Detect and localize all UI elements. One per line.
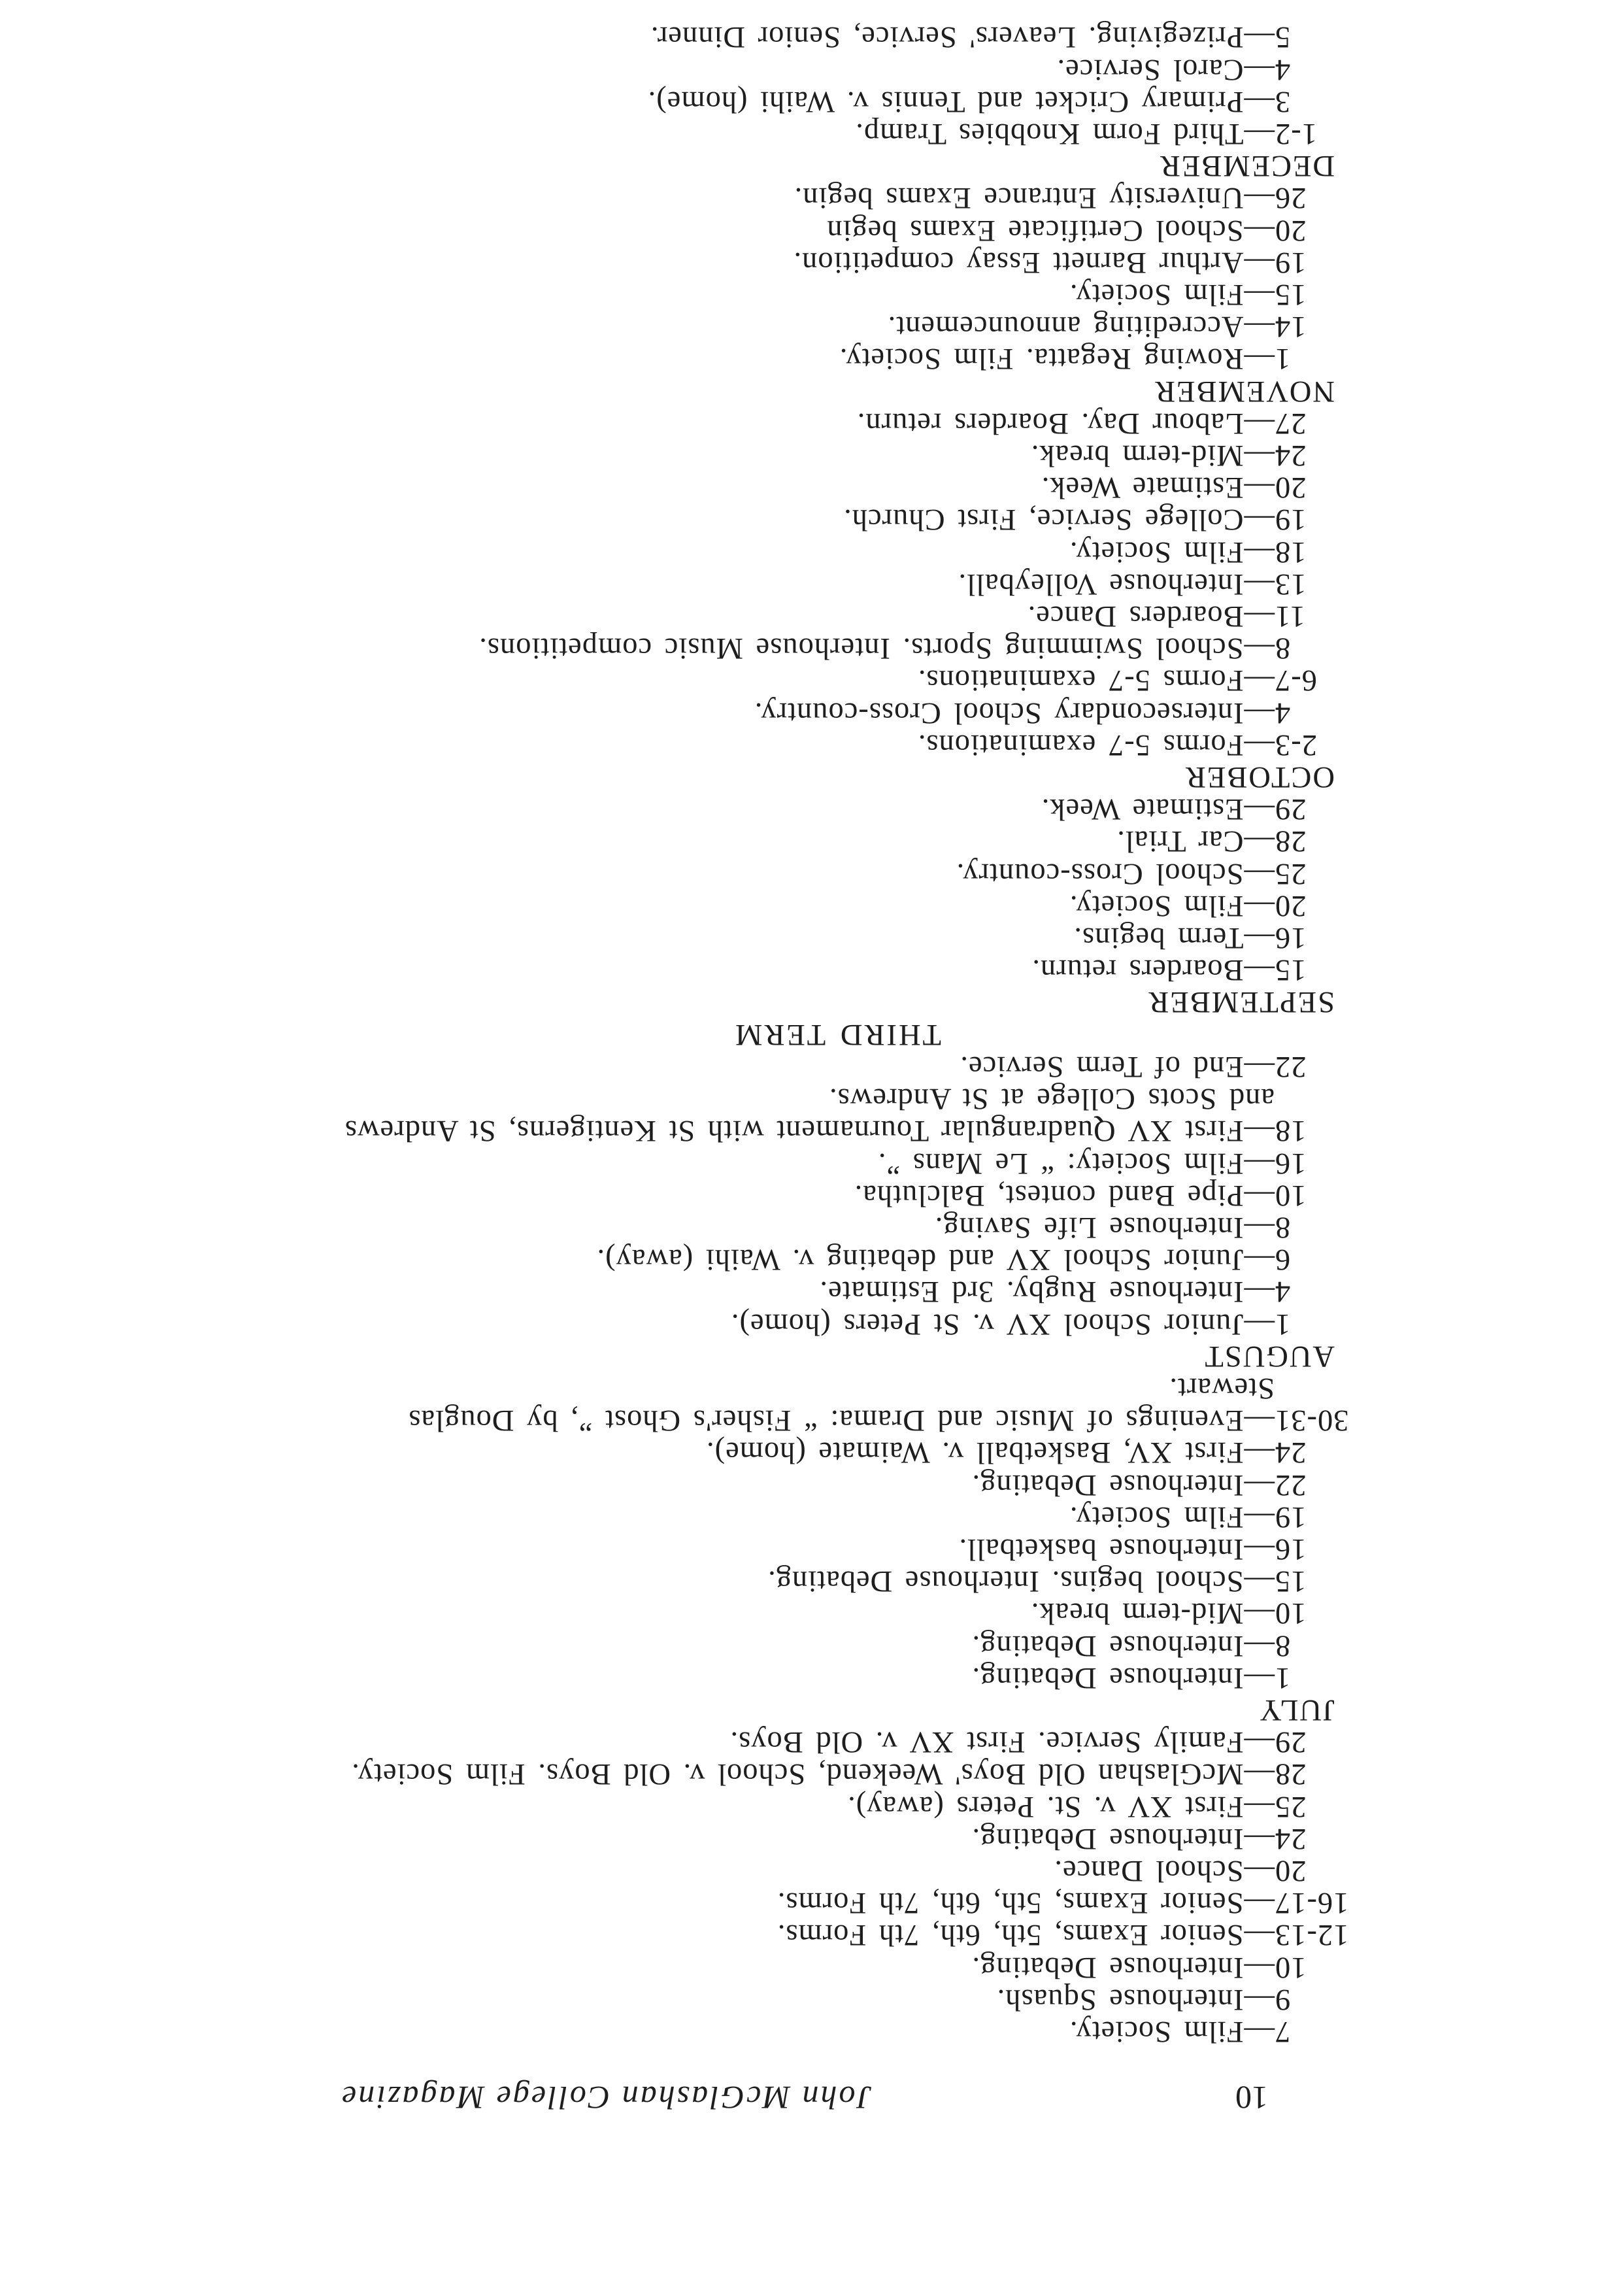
calendar-entry: 15 — Boarders return.	[157, 954, 1458, 986]
entry-date: 4	[1275, 1275, 1291, 1309]
entry-date: 24	[1275, 1821, 1307, 1855]
entry-date: 28	[1275, 1757, 1307, 1791]
calendar-entry: 1 — Interhouse Debating.	[157, 1662, 1458, 1694]
calendar-entry: 8 — Interhouse Life Saving.	[157, 1211, 1458, 1243]
calendar-entry: 16 — Interhouse basketball.	[157, 1533, 1458, 1565]
entry-text: Senior Exams, 5th, 6th, 7th Forms.	[777, 1918, 1244, 1952]
entry-text: Interhouse Debating.	[971, 1661, 1244, 1695]
calendar-entry: 12-13 — Senior Exams, 5th, 6th, 7th Forms.	[157, 1919, 1458, 1951]
calendar-entry: 22 — End of Term Service.	[157, 1051, 1458, 1083]
magazine-title: John McGlashan College Magazine	[340, 2080, 872, 2116]
calendar-entry: 18 — Film Society.	[157, 535, 1458, 567]
entry-date: 10	[1275, 1950, 1307, 1984]
entry-text: Boarders Dance.	[1027, 599, 1244, 633]
entry-text: Family Service. First XV v. Old Boys.	[729, 1725, 1244, 1759]
calendar-entry: 19 — College Service, First Church.	[157, 503, 1458, 535]
entry-date: 8	[1275, 1629, 1291, 1663]
entry-date: 25	[1275, 1789, 1307, 1823]
entry-date: 22	[1275, 1049, 1307, 1083]
calendar-entry: 10 — Mid-term break.	[157, 1597, 1458, 1629]
entry-text: McGlashan Old Boys' Weekend, School v. Old Boys. Film Society.	[351, 1757, 1244, 1791]
entry-date: 13	[1275, 567, 1307, 601]
calendar-entry: 1 — Rowing Regatta. Film Society.	[157, 343, 1458, 375]
entry-date: 12-13	[1275, 1918, 1349, 1952]
calendar-entry: 24 — Mid-term break.	[157, 439, 1458, 471]
calendar-entry: 4 — Carol Service.	[157, 53, 1458, 85]
entry-date: 15	[1275, 278, 1307, 312]
calendar-entry: 1 — Junior School XV v. St Peters (home).	[157, 1308, 1458, 1340]
entry-text: School begins. Interhouse Debating.	[767, 1564, 1244, 1598]
entry-date: 10	[1275, 1178, 1307, 1212]
calendar-entry: 29 — Estimate Week.	[157, 793, 1458, 825]
entry-text: Arthur Barnett Essay competition.	[793, 245, 1244, 279]
month-heading-december: DECEMBER	[1158, 149, 1335, 183]
entry-text: Interhouse Debating.	[971, 1629, 1244, 1663]
calendar-entry: 16 — Term begins.	[157, 922, 1458, 954]
entry-date: 18	[1275, 535, 1307, 569]
entry-date: 16-17	[1275, 1886, 1349, 1920]
entry-text: First XV Quadrangular Tournament with St Kentigerns, St Andrews	[344, 1114, 1244, 1148]
calendar-entry: 1-2 — Third Form Knobbies Tramp.	[157, 118, 1458, 150]
calendar-entry: 5 — Prizegiving. Leavers' Service, Senior Dinner.	[157, 21, 1458, 53]
calendar-entry: 8 — School Swimming Sports. Interhouse Music competitions.	[157, 632, 1458, 664]
entry-date: 24	[1275, 439, 1307, 473]
entry-text: Forms 5-7 examinations.	[917, 664, 1244, 698]
entry-text: School Swimming Sports. Interhouse Music competitions.	[478, 632, 1244, 666]
entry-text: Interhouse Debating.	[971, 1821, 1244, 1855]
calendar-entry: 10 — Pipe Band contest, Balclutha.	[157, 1179, 1458, 1211]
entry-text: First XV, Basketball v. Waimate (home).	[706, 1436, 1244, 1470]
month-heading-august: AUGUST	[1203, 1339, 1335, 1373]
entry-date: 2-3	[1275, 728, 1317, 762]
calendar-entry: 2-3 — Forms 5-7 examinations.	[157, 729, 1458, 761]
calendar-entry: 11 — Boarders Dance.	[157, 600, 1458, 632]
entry-text: Forms 5-7 examinations.	[917, 728, 1244, 762]
entry-date: 15	[1275, 1564, 1307, 1598]
entry-text: Film Society.	[1069, 888, 1244, 922]
calendar-entry: 19 — Film Society.	[157, 1501, 1458, 1533]
entry-text: Rowing Regatta. Film Society.	[839, 342, 1244, 376]
entry-date: 4	[1275, 696, 1291, 730]
calendar-entry: 19 — Arthur Barnett Essay competition.	[157, 246, 1458, 279]
entry-text: School Cross-country.	[956, 856, 1244, 890]
month-heading-october: OCTOBER	[1184, 760, 1335, 794]
entry-date: 8	[1275, 1210, 1291, 1244]
month-heading-september: SEPTEMBER	[1147, 985, 1335, 1019]
calendar-entry: 25 — School Cross-country.	[157, 857, 1458, 889]
calendar-entry: 6-7 — Forms 5-7 examinations.	[157, 664, 1458, 696]
calendar-entry: 26 — University Entrance Exams begin.	[157, 182, 1458, 214]
entry-text: Interhouse basketball.	[958, 1532, 1244, 1566]
entry-date: 1	[1275, 1307, 1291, 1341]
entry-date: 16	[1275, 1146, 1307, 1180]
month-heading-november: NOVEMBER	[1154, 374, 1335, 408]
calendar-entry: 24 — Interhouse Debating.	[157, 1823, 1458, 1855]
calendar-entry: 20 — School Certificate Exams begin	[157, 214, 1458, 246]
page-number: 10	[1235, 2080, 1268, 2116]
entry-date: 28	[1275, 824, 1307, 858]
calendar-entry: 16 — Film Society: “ Le Mans ”.	[157, 1147, 1458, 1179]
calendar-entry: 20 — Film Society.	[157, 890, 1458, 922]
entry-date: 15	[1275, 953, 1307, 987]
entry-text: Interhouse Squash.	[996, 1982, 1244, 2016]
entry-text: School Dance.	[1054, 1853, 1244, 1887]
entry-text: Estimate Week.	[1041, 792, 1244, 826]
entry-date: 29	[1275, 1725, 1307, 1759]
entry-text: First XV v. St. Peters (away).	[847, 1789, 1244, 1823]
entry-date: 19	[1275, 245, 1307, 279]
term-heading: THIRD TERM	[733, 1017, 941, 1051]
entry-date: 4	[1275, 52, 1291, 86]
entry-date: 9	[1275, 1982, 1291, 2016]
entry-date: 10	[1275, 1596, 1307, 1630]
calendar-entry: 20 — Estimate Week.	[157, 471, 1458, 503]
entry-date: 24	[1275, 1436, 1307, 1470]
entry-text: End of Term Service.	[960, 1049, 1244, 1083]
entry-text: Car Trial.	[1116, 824, 1244, 858]
calendar-entry: 8 — Interhouse Debating.	[157, 1629, 1458, 1661]
entry-date: 1	[1275, 1661, 1291, 1695]
entry-date: 20	[1275, 213, 1307, 247]
entry-text: Interhouse Rugby. 3rd Estimate.	[819, 1275, 1244, 1309]
calendar-entry: 22 — Interhouse Debating.	[157, 1468, 1458, 1500]
entry-text: Pipe Band contest, Balclutha.	[854, 1178, 1244, 1212]
entry-date: 22	[1275, 1468, 1307, 1502]
entry-date: 7	[1275, 2015, 1291, 2048]
calendar-entry: 27 — Labour Day. Boarders return.	[157, 407, 1458, 439]
entry-date: 20	[1275, 888, 1307, 922]
entry-date: 16	[1275, 1532, 1307, 1566]
entry-date: 20	[1275, 471, 1307, 505]
entry-text: Term begins.	[1073, 921, 1244, 955]
calendar-entry: 6 — Junior School XV and debating v. Waihi (away).	[157, 1243, 1458, 1275]
entry-text: Film Society: “ Le Mans ”.	[877, 1146, 1244, 1180]
entry-text: University Entrance Exams begin.	[794, 181, 1244, 215]
entry-text: Boarders return.	[1031, 953, 1244, 987]
entry-text: Film Society.	[1069, 278, 1244, 312]
entry-text: Accrediting announcement.	[887, 310, 1244, 344]
entry-date: 27	[1275, 406, 1307, 440]
calendar-listing	[157, 21, 1458, 2048]
calendar-entry: 29 — Family Service. First XV v. Old Boys.	[157, 1726, 1458, 1758]
entry-date: 16	[1275, 921, 1307, 955]
calendar-entry: 25 — First XV v. St. Peters (away).	[157, 1790, 1458, 1822]
calendar-entry: 28 — McGlashan Old Boys' Weekend, School v. Old Boys. Film Society.	[157, 1758, 1458, 1790]
entry-text: Film Society.	[1069, 1500, 1244, 1534]
calendar-entry: 15 — School begins. Interhouse Debating.	[157, 1565, 1458, 1597]
entry-date: 30-31	[1275, 1404, 1349, 1438]
entry-date: 19	[1275, 503, 1307, 537]
entry-text: Primary Cricket and Tennis v. Waihi (home).	[647, 84, 1244, 118]
entry-text: College Service, First Church.	[843, 503, 1244, 537]
entry-date: 11	[1275, 599, 1305, 633]
calendar-entry: 13 — Interhouse Volleyball.	[157, 568, 1458, 600]
calendar-entry: 30-31 — Evenings of Music and Drama: “ Fisher's Ghost ”, by Douglas	[157, 1404, 1458, 1436]
entry-text: Evenings of Music and Drama: “ Fisher's Ghost ”, by Douglas	[408, 1404, 1244, 1438]
entry-text: Intersecondary School Cross-country.	[754, 696, 1244, 730]
calendar-entry: 4 — Interhouse Rugby. 3rd Estimate.	[157, 1275, 1458, 1308]
entry-date: 19	[1275, 1500, 1307, 1534]
page-header	[340, 2075, 1268, 2121]
entry-text: Interhouse Debating.	[971, 1950, 1244, 1984]
calendar-entry: 20 — School Dance.	[157, 1855, 1458, 1887]
entry-date: 14	[1275, 310, 1307, 344]
entry-date: 18	[1275, 1114, 1307, 1148]
entry-text: Junior School XV v. St Peters (home).	[730, 1307, 1244, 1341]
entry-text: Senior Exams, 5th, 6th, 7th Forms.	[777, 1886, 1244, 1920]
entry-date: 3	[1275, 84, 1291, 118]
entry-text: Mid-term break.	[1030, 1596, 1244, 1630]
calendar-entry: 3 — Primary Cricket and Tennis v. Waihi (home).	[157, 86, 1458, 118]
entry-text: Labour Day. Boarders return.	[856, 406, 1244, 440]
entry-text: Carol Service.	[1056, 52, 1244, 86]
calendar-entry: 16-17 — Senior Exams, 5th, 6th, 7th Forms.	[157, 1887, 1458, 1919]
entry-text: Mid-term break.	[1030, 439, 1244, 473]
entry-text: Third Form Knobbies Tramp.	[855, 117, 1244, 151]
entry-text: Interhouse Volleyball.	[958, 567, 1244, 601]
entry-continuation: and Scots College at St Andrews.	[829, 1082, 1275, 1116]
entry-text: Interhouse Life Saving.	[934, 1210, 1244, 1244]
entry-text: Film Society.	[1069, 535, 1244, 569]
entry-text: Film Society.	[1069, 2015, 1244, 2048]
entry-date: 29	[1275, 792, 1307, 826]
calendar-entry: 9 — Interhouse Squash.	[157, 1984, 1458, 2016]
entry-date: 25	[1275, 856, 1307, 890]
entry-date: 6	[1275, 1243, 1291, 1277]
calendar-entry: 4 — Intersecondary School Cross-country.	[157, 696, 1458, 728]
calendar-entry: 7 — Film Society.	[157, 2016, 1458, 2048]
entry-date: 8	[1275, 632, 1291, 666]
entry-date: 20	[1275, 1853, 1307, 1887]
entry-text: Junior School XV and debating v. Waihi (away).	[596, 1243, 1244, 1277]
calendar-entry: 24 — First XV, Basketball v. Waimate (home).	[157, 1436, 1458, 1468]
entry-date: 1-2	[1275, 117, 1317, 151]
calendar-entry: 14 — Accrediting announcement.	[157, 311, 1458, 343]
month-heading-july: JULY	[1258, 1693, 1335, 1727]
entry-text: School Certificate Exams begin	[826, 213, 1244, 247]
entry-date: 5	[1275, 20, 1291, 54]
entry-date: 6-7	[1275, 664, 1317, 698]
calendar-entry: 10 — Interhouse Debating.	[157, 1951, 1458, 1983]
entry-text: Prizegiving. Leavers' Service, Senior Dinner.	[650, 20, 1244, 54]
entry-text: Interhouse Debating.	[971, 1468, 1244, 1502]
entry-continuation: Stewart.	[1169, 1371, 1275, 1405]
calendar-entry: 18 — First XV Quadrangular Tournament with St Kentigerns, St Andrews	[157, 1115, 1458, 1147]
calendar-entry: 15 — Film Society.	[157, 279, 1458, 311]
calendar-entry: 28 — Car Trial.	[157, 825, 1458, 857]
entry-date: 1	[1275, 342, 1291, 376]
entry-date: 26	[1275, 181, 1307, 215]
entry-text: Estimate Week.	[1041, 471, 1244, 505]
